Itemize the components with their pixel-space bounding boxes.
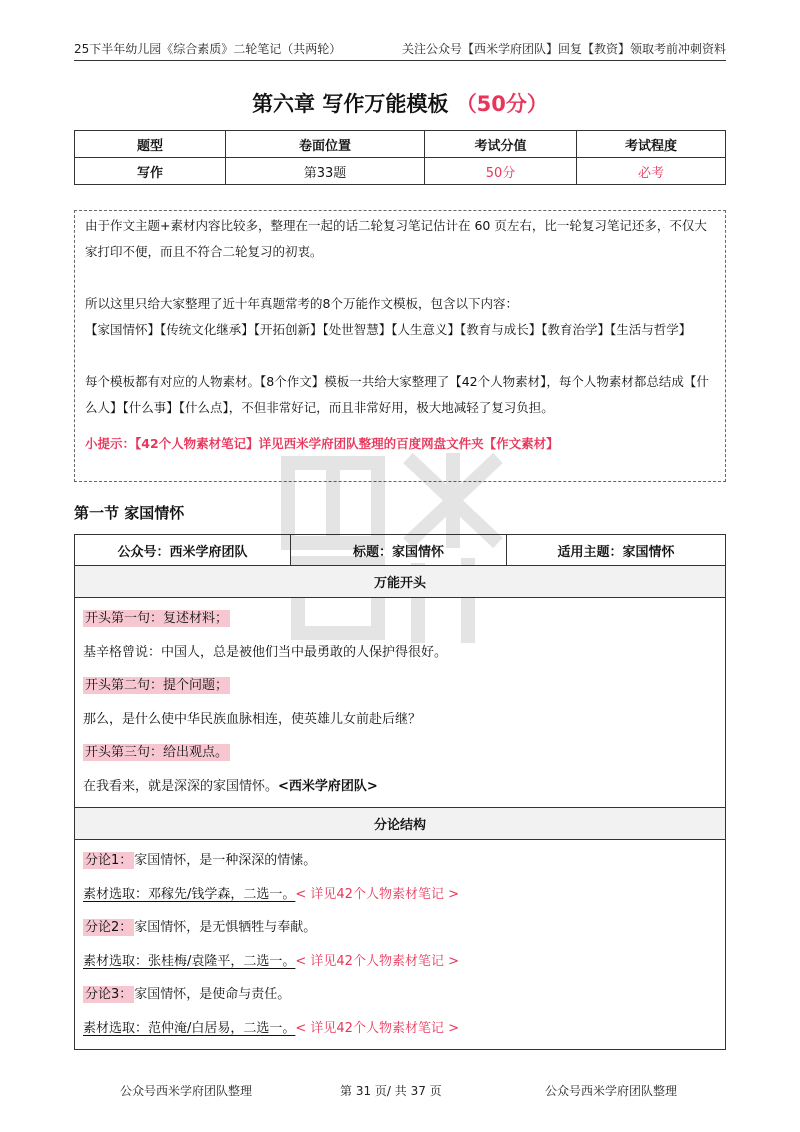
opening-label: 开头第一句：复述材料； (85, 611, 229, 626)
intro-tip: 小提示：【42个人物素材笔记】详见西米学府团队整理的百度网盘文件夹【作文素材】 (85, 436, 559, 451)
footer-left: 公众号西米学府团队整理 (120, 1084, 253, 1098)
value-cell: 第33题 (226, 158, 425, 185)
header-cell: 考试分值 (425, 131, 577, 158)
page-header (74, 38, 726, 58)
point-line (83, 844, 717, 878)
material-ref-link: < 详见42个人物素材笔记 > (295, 886, 459, 902)
opening-text: 在我看来，就是深深的家国情怀。 (83, 778, 279, 794)
value-cell: 50分 (425, 158, 577, 185)
value-cell: 写作 (75, 158, 226, 185)
section-title: 第一节 家国情怀 (74, 504, 185, 522)
opening-label: 开头第三句：给出观点。 (85, 745, 229, 760)
body-content-row (75, 840, 726, 1050)
value-cell: 必考 (577, 158, 726, 185)
point-label: 分论2： (85, 920, 133, 935)
opening-content (75, 598, 726, 808)
point-text: 家国情怀，是无惧牺牲与奉献。 (134, 920, 317, 935)
opening-heading: 万能开头 (75, 566, 726, 598)
header-right: 关注公众号【西米学府团队】回复【教资】领取考前冲刺资料 (401, 41, 726, 56)
material-text: 素材选取：邓稼先/钱学森，二选一。 (83, 886, 296, 902)
intro-topic-list: 【家国情怀】【传统文化继承】【开拓创新】【处世智慧】【人生意义】【教育与成长】【教育治学】【生活与哲学】 (85, 322, 692, 337)
meta-account: 公众号：西米学府团队 (75, 535, 291, 566)
point-text: 家国情怀，是使命与责任。 (134, 987, 291, 1002)
header-cell: 卷面位置 (226, 131, 425, 158)
header-cell: 题型 (75, 131, 226, 158)
opening-content-row (75, 598, 726, 808)
opening-heading-row (75, 566, 726, 598)
exam-info-table (74, 130, 726, 185)
point-line (83, 911, 717, 945)
body-content (75, 840, 726, 1050)
intro-paragraph: 由于作文主题+素材内容比较多，整理在一起的话二轮复习笔记估计在 60 页左右，比一轮复习笔记还多，不仅大家打印不便，而且不符合二轮复习的初衷。 (85, 218, 707, 259)
opening-line (83, 669, 717, 703)
opening-line (83, 770, 717, 804)
point-text: 家国情怀，是一种深深的情愫。 (134, 853, 317, 868)
chapter-title-points: （50分） (455, 92, 548, 116)
chapter-title (0, 88, 800, 118)
opening-line (83, 602, 717, 636)
material-line (83, 1012, 717, 1046)
intro-paragraph: 每个模板都有对应的人物素材。【8个作文】模板一共给大家整理了【42个人物素材】，每个人物素材都总结成【什么人】【什么事】【什么点】，不但非常好记，而且非常好用，极大地减轻了复习负担。 (85, 374, 709, 415)
exam-info-header-row (75, 131, 726, 158)
chapter-title-main: 第六章 写作万能模板 (252, 92, 449, 116)
meta-title: 标题：家国情怀 (291, 535, 507, 566)
brand-tag: <西米学府团队> (278, 778, 378, 794)
point-label: 分论3： (85, 987, 133, 1002)
body-heading: 分论结构 (75, 808, 726, 840)
page-number: 第 31 页/ 共 37 页 (340, 1084, 442, 1098)
intro-paragraph: 所以这里只给大家整理了近十年真题常考的8个万能作文模板，包含以下内容： (85, 296, 518, 311)
header-left: 25下半年幼儿园《综合素质》二轮笔记（共两轮） (74, 41, 342, 56)
header-divider (74, 60, 726, 61)
meta-theme: 适用主题：家国情怀 (507, 535, 726, 566)
exam-info-value-row (75, 158, 726, 185)
footer-right: 公众号西米学府团队整理 (545, 1084, 678, 1098)
material-ref-link: < 详见42个人物素材笔记 > (295, 953, 459, 969)
material-line (83, 945, 717, 979)
point-line (83, 978, 717, 1012)
opening-line: 基辛格曾说：中国人，总是被他们当中最勇敢的人保护得很好。 (83, 644, 448, 660)
material-line (83, 878, 717, 912)
point-label: 分论1： (85, 853, 133, 868)
header-cell: 考试程度 (577, 131, 726, 158)
opening-label: 开头第二句：提个问题； (85, 678, 229, 693)
body-heading-row (75, 808, 726, 840)
template-table (74, 534, 726, 1050)
intro-note-box (74, 210, 726, 482)
material-text: 素材选取：张桂梅/袁隆平，二选一。 (83, 953, 296, 969)
opening-line: 那么，是什么使中华民族血脉相连，使英雄儿女前赴后继？ (83, 711, 422, 727)
template-meta-row (75, 535, 726, 566)
material-text: 素材选取：范仲淹/白居易，二选一。 (83, 1020, 296, 1036)
opening-line (83, 736, 717, 770)
material-ref-link: < 详见42个人物素材笔记 > (295, 1020, 459, 1036)
